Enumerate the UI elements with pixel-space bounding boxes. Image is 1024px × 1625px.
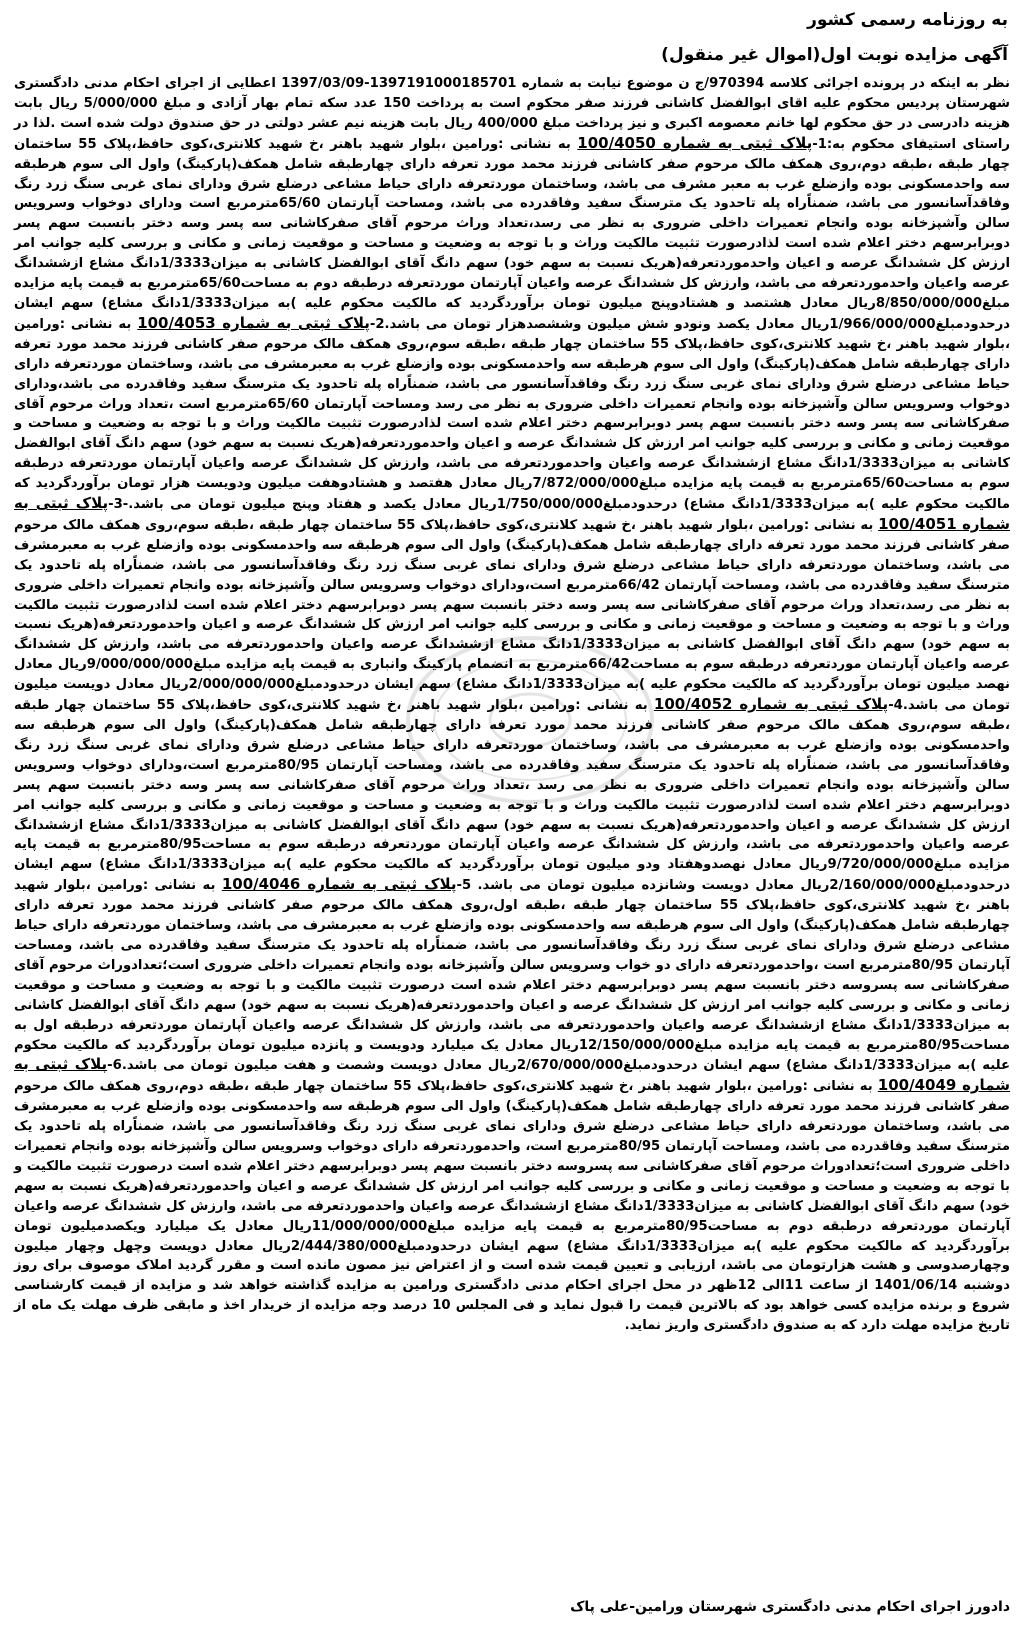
notice-body	[14, 74, 1010, 1336]
notice-title: آگهی مزایده نوبت اول(اموال غیر منقول)	[661, 45, 1008, 65]
plate-number-1: پلاک ثبتی به شماره 100/4050	[577, 133, 813, 152]
property-2-text: به نشانی :ورامین ،بلوار شهید باهنر ،خ شهید کلانتری،کوی حافظ،پلاک 55 ساختمان چهار طبقه ،طبقه سوم،روی همکف مالک مرحوم صفر کاشانی فرزند محمد مورد تعرفه دارای چهارطبقه شامل همکف(پارکینگ) واول الی سوم هرطبقه سه واحدمسکونی بوده وازضلع غرب به معبرمشرف می باشد، وساختمان موردتعرفه دارای حیاط مشاعی درضلع شرق ودارای نمای غربی سنگ زرد رنگ وفاقدآسانسور می باشد، ضمناًراه پله تاحدود یک مترسنگ سفید وفاقدرده می باشد،ودارای دوخواب وسرویس سالن وآشپزخانه بوده وانجام تعمیرات داخلی ضروری به نظر می رسد ومساحت آپارتمان 65/60مترمربع است ،تعداد وراث مرحوم آقای صفرکاشانی سه پسر وسه دختر بانسبت سهم پسر دوبرابرسهم دختر اعلام شده است لذادرصورت تثبیت مالکیت وراث و با توجه به وضعیت و مساحت و موقعیت زمانی و مکانی و بررسی کلیه جوانب امر ارزش کل ششدانگ عرصه و اعیان واحدموردتعرفه(هریک نسبت به سهم خود) سهم دانگ آقای ابوالفضل کاشانی به میزان1/3333دانگ مشاع ازششدانگ عرصه واعیان واحدموردتعرفه می باشد، وارزش کل ششدانگ عرصه واعیان آپارتمان موردتعرفه درطبقه سوم به مساحت65/60مترمربع به قیمت پایه مزایده مبلغ7/872/000/000ریال معادل هفتصد و هشتادوهفت میلیون ودویست هزار تومان برآوردگردید که مالکیت محکوم علیه )به میزان1/3333دانگ مشاع) درحدودمبلغ1/750/000/000ریال معادل یکصد و هفتاد وپنج میلیون تومان می باشد.-3-	[14, 316, 1010, 513]
plate-number-2: پلاک ثبتی به شماره 100/4053	[137, 313, 370, 332]
intro-text: نظر به اینکه در پرونده اجرائی کلاسه 970394/ج ن موضوع نیابت به شماره 1397191000185701-1397/03/09 اعطایی از اجرای احکام مدنی دادگستری شهرستان پردیس محکوم علیه اقای ابوالفضل کاشانی فرزند صفر محکوم است به پرداخت 150 عدد سکه تمام بهار آزادی و مبلغ 5/000/000 ریال بابت هزینه دادرسی در حق محکوم لها خانم معصومه اکبری و نیز پرداخت مبلغ 400/000 ریال بابت هزینه نیم عشر دولتی در حق صندوق دولت شده است .لذا در راستای استیفای محکوم به:1-	[14, 76, 1011, 152]
property-5-text: به نشانی :ورامین ،بلوار شهید باهنر ،خ شهید کلانتری،کوی حافظ،پلاک 55 ساختمان چهار طبقه ،طبقه اول،روی همکف مالک مرحوم صفر کاشانی فرزند محمد مورد تعرفه دارای چهارطبقه شامل همکف(پارکینگ) واول الی سوم هرطبقه سه واحدمسکونی بوده وازضلع غرب به معبرمشرف می باشد، وساختمان موردتعرفه دارای حیاط مشاعی درضلع شرق ودارای نمای غربی سنگ زرد رنگ وفاقدآسانسور می باشد، ضمناًراه پله تاحدود یک مترسنگ سفید وفاقدرده می باشد، ومساحت آپارتمان 80/95مترمربع است ،واحدموردتعرفه دارای دو خواب وسرویس سالن وآشپزخانه بوده وانجام تعمیرات داخلی ضروری است؛تعدادوراث مرحوم آقای صفرکاشانی سه پسروسه دختر بانسبت سهم پسر دوبرابرسهم دختر اعلام شده است درصورت تثبیت مالکیت و با توجه به وضعیت و مساحت و موقعیت زمانی و مکانی و بررسی کلیه جوانب امر ارزش کل ششدانگ عرصه و اعیان واحدموردتعرفه(هریک نسبت به سهم خود) سهم دانگ آقای ابوالفضل کاشانی به میزان1/3333دانگ مشاع ازششدانگ عرصه واعیان واحدموردتعرفه می باشد، وارزش کل ششدانگ عرصه واعیان آپارتمان موردتعرفه درطبقه اول به مساحت80/95مترمربع به قیمت پایه مزایده مبلغ12/150/000/000ریال معادل یک میلیارد ودویست و پانزده میلیون تومان برآوردگردید که مالکیت محکوم علیه )به میزان1/3333دانگ مشاع) سهم ایشان درحدودمبلغ2/670/000/000ریال معادل دویست وشصت و هفت میلیون تومان می باشد.6-	[14, 878, 1011, 1074]
property-1-text: به نشانی :ورامین ،بلوار شهید باهنر ،خ شهید کلانتری،کوی حافظ،پلاک 55 ساختمان چهار طبقه ،طبقه دوم،روی همکف مالک مرحوم صفر کاشانی فرزند محمد مورد تعرفه دارای چهارطبقه شامل همکف(پارکینگ) واول الی سوم هرطبقه سه واحدمسکونی بوده وازضلع غرب به معبر مشرف می باشد، وساختمان موردتعرفه دارای حیاط مشاعی درضلع شرق ودارای نمای غربی سنگ زرد رنگ وفاقدآسانسور می باشد، ضمناًراه پله تاحدود یک مترسنگ سفید وفاقدرده می باشد، ومساحت آپارتمان 65/60مترمربع است ودارای دوخواب وسرویس سالن وآشپزخانه بوده وانجام تعمیرات داخلی ضروری به نظر می رسد،تعداد وراث مرحوم آقای صفرکاشانی سه پسر وسه دختر بانسبت سهم پسر دوبرابرسهم دختر اعلام شده است لذادرصورت تثبیت مالکیت وراث و با توجه به وضعیت و مساحت و موقعیت زمانی و مکانی و بررسی کلیه جوانب امر ارزش کل ششدانگ عرصه و اعیان واحدموردتعرفه(هریک نسبت به سهم خود) سهم دانگ آقای ابوالفضل کاشانی به میزان1/3333دانگ مشاع ازششدانگ عرصه واعیان واحدموردتعرفه می باشد، وارزش کل ششدانگ عرصه واعیان آپارتمان موردتعرفه درطبقه دوم به مساحت65/60مترمربع به قیمت پایه مزایده مبلغ8/850/000/000ریال معادل هشتصد و هشتادوپنج میلیون تومان برآوردگردید که مالکیت محکوم علیه )به میزان1/3333دانگ مشاع) سهم ایشان درحدودمبلغ1/966/000/000ریال معادل یکصد ونودو شش میلیون وششصدهزار تومان می باشد.2-	[14, 136, 1011, 332]
plate-number-6: پلاک ثبتی به شماره 100/4049	[14, 1055, 1011, 1095]
plate-number-4: پلاک ثبتی به شماره 100/4052	[653, 695, 889, 714]
property-6-text: به نشانی :ورامین ،بلوار شهید باهنر ،خ شهید کلانتری،کوی حافظ،پلاک 55 ساختمان چهار طبقه ،طبقه دوم،روی همکف مالک مرحوم صفر کاشانی فرزند محمد مورد تعرفه دارای چهارطبقه شامل همکف(پارکینگ) واول الی سوم هرطبقه سه واحدمسکونی بوده وازضلع غرب به معبرمشرف می باشد، وساختمان موردتعرفه دارای حیاط مشاعی درضلع شرق ودارای نمای غربی سنگ زرد رنگ وفاقدآسانسور می باشد، ضمناًراه پله تاحدود یک مترسنگ سفید وفاقدرده می باشد، ومساحت آپارتمان 80/95مترمربع است، واحدموردتعرفه دارای دوخواب وسرویس سالن وآشپزخانه بوده وانجام تعمیرات داخلی ضروری است؛تعدادوراث مرحوم آقای صفرکاشانی سه پسروسه دختر بانسبت سهم پسر دوبرابرسهم دختر اعلام شده است درصورت تثبیت مالکیت و با توجه به وضعیت و مساحت و موقعیت زمانی و مکانی و بررسی کلیه جوانب امر ارزش کل ششدانگ عرصه و اعیان واحدموردتعرفه(هریک نسبت به سهم خود) سهم دانگ آقای ابوالفضل کاشانی به میزان1/3333دانگ مشاع ازششدانگ عرصه واعیان واحدموردتعرفه می باشد، وارزش کل ششدانگ عرصه واعیان آپارتمان موردتعرفه درطبقه دوم به مساحت80/95مترمربع به قیمت پایه مزایده مبلغ11/000/000/000ریال معادل یک میلیارد ویکصدمیلیون تومان برآوردگردید که مالکیت محکوم علیه )به میزان1/3333دانگ مشاع) سهم ایشان درحدودمبلغ2/444/380/000ریال معادل دویست وچهل وچهار میلیون وچهارصدوسی و هشت هزارتومان می باشد، ارزیابی و تعیین قیمت شده است و از اعتراض نیز مصون مانده است و مقرر گردید املاک موصوف برای روز دوشنبه 1401/06/14 از ساعت 11الی 12ظهر در محل اجرای احکام مدنی دادگستری ورامین به مزایده گذاشته خواهد شد و مزایده از قیمت کارشناسی شروع و برنده مزایده کسی خواهد بود که بالاترین قیمت را قبول نماید و فی المجلس 10 درصد وجه مزایده از خریدار اخذ و مابقی ظرف مهلت یک ماه از تاریخ مزایده مهلت دارد که به صندوق دادگستری واریز نماید.	[14, 1079, 1011, 1334]
property-3-text: به نشانی :ورامین ،بلوار شهید باهنر ،خ شهید کلانتری،کوی حافظ،پلاک 55 ساختمان چهار طبقه ،طبقه سوم،روی همکف مالک مرحوم صفر کاشانی فرزند محمد مورد تعرفه دارای چهارطبقه شامل همکف(پارکینگ) واول الی سوم هرطبقه سه واحدمسکونی بوده وازضلع غرب به معبرمشرف می باشد، وساختمان موردتعرفه دارای حیاط مشاعی درضلع شرق ودارای نمای غربی سنگ زرد رنگ وفاقدآسانسور می باشد، ضمناًراه پله تاحدود یک مترسنگ سفید وفاقدرده می باشد، ومساحت آپارتمان 66/42مترمربع است،ودارای دوخواب وسرویس سالن وآشپزخانه بوده وانجام تعمیرات داخلی ضروری به نظر می رسد،تعداد وراث مرحوم آقای صفرکاشانی سه پسر وسه دختر بانسبت سهم پسر دوبرابرسهم دختر اعلام شده است لذادرصورت تثبیت مالکیت وراث و با توجه به وضعیت و مساحت و موقعیت زمانی و مکانی و بررسی کلیه جوانب امر ارزش کل ششدانگ عرصه و اعیان واحدموردتعرفه(هریک نسبت به سهم خود) سهم دانگ آقای ابوالفضل کاشانی به میزان1/3333دانگ مشاع ازششدانگ عرصه واعیان واحدموردتعرفه می باشد، وارزش کل ششدانگ عرصه واعیان آپارتمان موردتعرفه درطبقه سوم به مساحت66/42مترمربع به انضمام پارکینگ وانباری به قیمت پایه مزایده مبلغ9/000/000/000ریال معادل نهصد میلیون تومان برآوردگردید که مالکیت محکوم علیه )به میزان1/3333دانگ مشاع) سهم ایشان درحدودمبلغ2/000/000/000ریال معادل دویست میلیون تومان می باشد.4-	[14, 517, 1011, 714]
signature-line: دادورز اجرای احکام مدنی دادگستری شهرستان ورامین-علی پاک	[570, 1599, 1010, 1615]
plate-number-5: پلاک ثبتی به شماره 100/4046	[221, 875, 457, 894]
plate-number-3: پلاک ثبتی به شماره 100/4051	[14, 494, 1010, 533]
property-4-text: به نشانی :ورامین ،بلوار شهید باهنر ،خ شهید کلانتری،کوی حافظ،پلاک 55 ساختمان چهار طبقه ،طبقه سوم،روی همکف مالک مرحوم صفر کاشانی فرزند محمد مورد تعرفه دارای چهارطبقه شامل همکف(پارکینگ) واول الی سوم هرطبقه سه واحدمسکونی بوده وازضلع غرب به معبرمشرف می باشد، وساختمان موردتعرفه دارای حیاط مشاعی درضلع شرق ودارای نمای غربی سنگ زرد رنگ وفاقدآسانسور می باشد، ضمناًراه پله تاحدود یک مترسنگ سفید وفاقدرده می باشد، ومساحت آپارتمان 80/95مترمربع است،ودارای دوخواب وسرویس سالن وآشپزخانه بوده وانجام تعمیرات داخلی ضروری به نظر می رسد ،تعداد وراث مرحوم آقای صفرکاشانی سه پسر وسه دختر بانسبت سهم پسر دوبرابرسهم دختر اعلام شده است لذادرصورت تثبیت مالکیت وراث و با توجه به وضعیت و مساحت و موقعیت زمانی و مکانی و بررسی کلیه جوانب امر ارزش کل ششدانگ عرصه و اعیان واحدموردتعرفه(هریک نسبت به سهم خود) سهم دانگ آقای ابوالفضل کاشانی به میزان1/3333دانگ مشاع ازششدانگ عرصه واعیان واحدموردتعرفه می باشد، وارزش کل ششدانگ عرصه واعیان آپارتمان موردتعرفه درطبقه سوم به مساحت80/95مترمربع به قیمت پایه مزایده مبلغ9/720/000/000ریال معادل نهصدوهفتاد ودو میلیون تومان برآوردگردید که مالکیت محکوم علیه )به میزان1/3333دانگ مشاع) سهم ایشان درحدودمبلغ2/160/000/000ریال معادل دویست وشانزده میلیون تومان می باشد. 5-	[14, 698, 1011, 894]
publication-line: به روزنامه رسمی کشور	[807, 10, 1008, 30]
